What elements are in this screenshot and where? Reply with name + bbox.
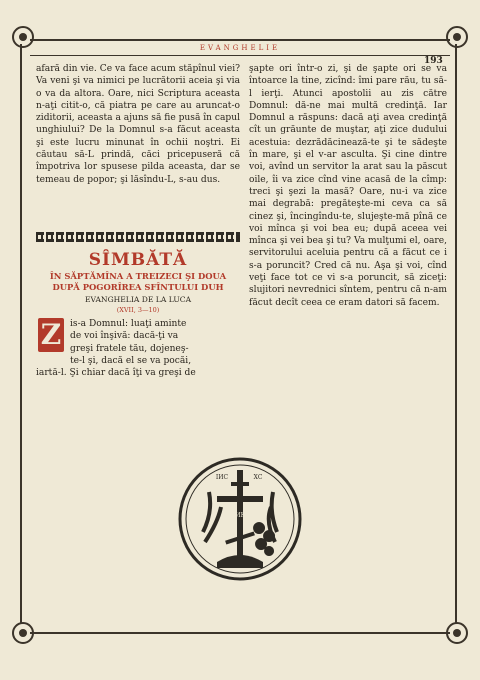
left-column-text [36, 63, 240, 186]
section-subtitle-line-1: ÎN SĂPTĂMÎNA A TREIZECI ŞI DOUA [49, 271, 227, 281]
frame-top-inner-line [30, 55, 450, 56]
verses-reference: (XVII, 3—10) [116, 306, 160, 314]
page-number: 193 [424, 56, 443, 66]
reading-text [36, 318, 240, 379]
emblem-right-letters: ХС [253, 474, 263, 481]
section-title: SÎMBĂTĂ [88, 250, 188, 270]
reading-line-4: te-l şi, dacă el se va pocăi, [70, 355, 192, 366]
section-subtitle-line-2: DUPĂ POGORÎREA SFÎNTULUI DUH [52, 282, 224, 292]
right-column-text [249, 63, 447, 309]
emblem-bottom-letters: НИКА [230, 512, 250, 519]
reading-line-1: is-a Domnul: luaţi aminte [70, 319, 187, 329]
cross-emblem [173, 452, 307, 586]
corner-ornament-bottom-right [442, 618, 472, 648]
reading-line-5: iartă-l. Şi chiar dacă îţi va greşi de [36, 368, 196, 379]
ornamental-divider [36, 232, 240, 242]
right-column-paragraph: şapte ori într-o zi, şi de şapte ori se va întoarce la tine, zicînd: îmi pare rău, tu să-l ierţi. Atunci apostolii au zis către Domnul: dă-ne mai multă credinţă. Iar Domnul a răspuns: dacă aţi avea credinţă cît un grăunte de muştar, aţi zice dudului acestuia: dezrădăcinează-te şi te sădeşte în mare, şi el v-ar asculta. Şi cine dintre voi, avînd un servitor la arat sau la păscut oile, îi va zice cînd vine acasă de la cîmp: treci şi şezi la masă? Oare, nu-i va zice mai degrabă: pregăteşte-mi ceva ca să cinez şi, încingîndu-te, slujeşte-mă pînă ce voi mînca şi voi bea eu; după aceea vei mînca şi vei bea şi tu? Va mulţumi el, oare, servitorului aceluia pentru că a făcut ce i s-a poruncit? Cred că nu. Aşa şi voi, cînd veţi face tot ce vi s-a poruncit, să ziceţi: slujitori nevrednici sîntem, pentru că n-am făcut decît ceea ce eram datori să facem. [249, 64, 447, 308]
reading-line-2: de voi înşivă: dacă-ţi va [70, 331, 179, 342]
frame-bottom-line [30, 632, 450, 634]
frame-left-line [20, 44, 22, 624]
gospel-reference: EVANGHELIA DE LA LUCA [84, 295, 192, 304]
grape-cluster [253, 522, 275, 556]
emblem-left-letters: IИС [215, 474, 229, 481]
reading-line-3: greşi fratele tău, dojeneş- [70, 343, 189, 354]
section-subtitle [36, 271, 240, 293]
frame-right-line [455, 44, 457, 624]
corner-ornament-bottom-left [8, 618, 38, 648]
frame-top-line [30, 39, 450, 41]
left-column-paragraph: afară din vie. Ce va face acum stăpînul viei? Va veni şi va nimici pe lucrătorii aceia şi via o va da altora. Oare, nici Scriptura aceasta n-aţi citit-o, că piatra pe care au aruncat-o ziditorii, aceasta a ajuns să fie pusă în capul unghiului? De la Domnul s-a făcut aceasta şi este lucru minunat în ochii noştri. Ei căutau să-L prindă, căci pricepuseră că împotriva lor spusese pilda aceasta, dar se temeau de popor; şi lăsîndu-L, s-au dus. [36, 64, 241, 185]
drop-cap-letter: Z [40, 318, 62, 351]
running-header: EVANGHELIE [199, 44, 281, 52]
